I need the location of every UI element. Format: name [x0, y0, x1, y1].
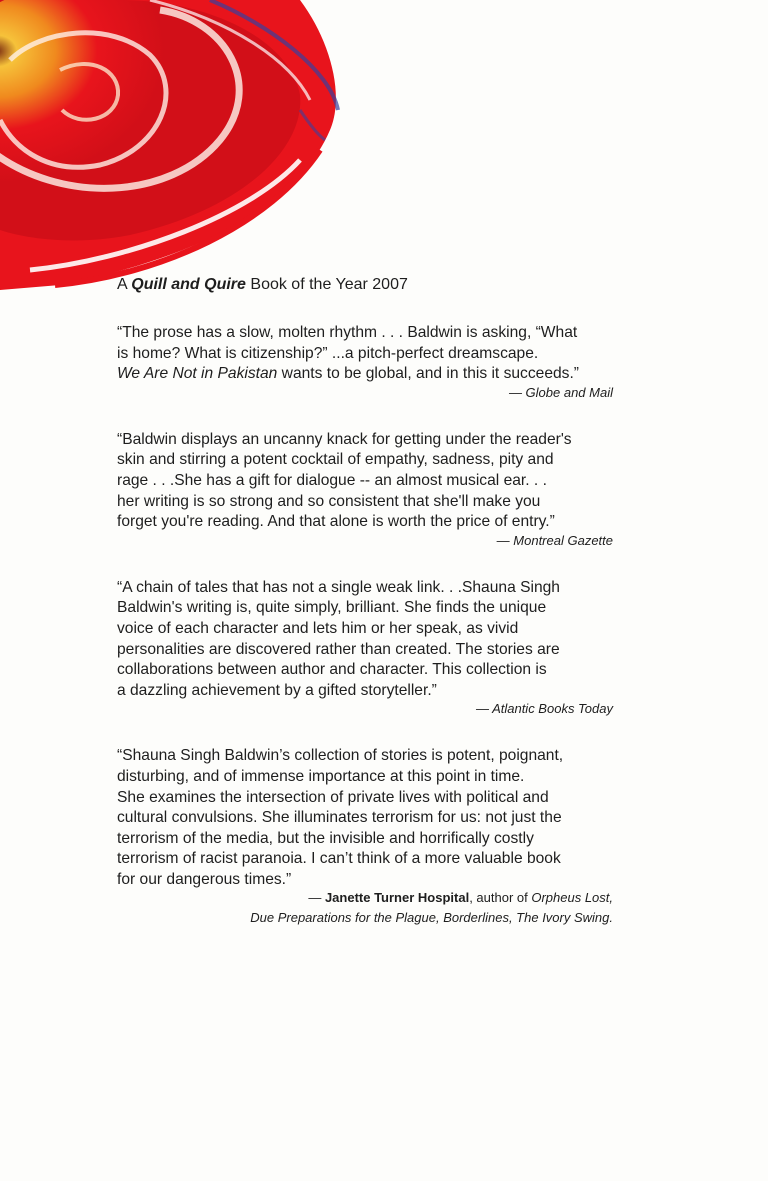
source-mid: , author of — [469, 890, 532, 906]
review-source: — Globe and Mail — [508, 384, 613, 400]
review-source: — Montreal Gazette — [496, 532, 613, 548]
review-line-rest: wants to be global, and in this it succeeds.” — [277, 365, 579, 383]
review-source: — Atlantic Books Today — [475, 701, 613, 717]
review-line: for our dangerous times.” — [117, 870, 292, 888]
award-publication: Quill and Quire — [131, 276, 246, 293]
review-line: Baldwin's writing is, quite simply, brilliant. She finds the unique — [117, 599, 547, 617]
review-line: voice of each character and lets him or her speak, as vivid — [117, 619, 519, 637]
award-prefix: A — [117, 276, 127, 293]
review-line: skin and stirring a potent cocktail of empathy, sadness, pity and — [117, 451, 554, 469]
review-globe-and-mail — [117, 323, 617, 403]
review-line: “Baldwin displays an uncanny knack for getting under the reader's — [117, 430, 572, 448]
review-source — [117, 888, 617, 928]
review-line: “The prose has a slow, molten rhythm . . . Baldwin is asking, “What — [117, 324, 578, 341]
review-montreal-gazette — [117, 430, 617, 551]
review-line: collaborations between author and character. This collection is — [117, 661, 547, 679]
review-line — [117, 364, 617, 385]
review-janette-turner-hospital — [117, 746, 617, 928]
review-line: personalities are discovered rather than created. The stories are — [117, 640, 560, 658]
review-line: a dazzling achievement by a gifted storyteller.” — [117, 681, 437, 699]
review-line: her writing is so strong and so consistent that she'll make you — [117, 492, 541, 510]
review-line: terrorism of the media, but the invisible and horrifically costly — [117, 829, 534, 847]
author-name: Janette Turner Hospital — [324, 890, 470, 906]
review-line: “Shauna Singh Baldwin’s collection of stories is potent, poignant, — [117, 747, 564, 765]
review-atlantic-books-today — [117, 578, 617, 720]
review-line: cultural convulsions. She illuminates terrorism for us: not just the — [117, 809, 562, 827]
review-line: is home? What is citizenship?” ...a pitch-perfect dreamscape. — [117, 344, 539, 362]
review-line: disturbing, and of immense importance at this point in time. — [117, 767, 525, 785]
book-title: Orpheus Lost, — [531, 890, 613, 906]
red-swirl-artwork — [0, 0, 345, 300]
review-line: “A chain of tales that has not a single weak link. . .Shauna Singh — [117, 578, 560, 596]
book-title: We Are Not in Pakistan — [117, 365, 278, 383]
back-cover-text — [117, 274, 617, 955]
review-line: rage . . .She has a gift for dialogue -- an almost musical ear. . . — [117, 471, 547, 489]
source-author — [325, 890, 531, 905]
source-dash: — — [308, 890, 325, 906]
award-line — [117, 274, 617, 296]
review-line: terrorism of racist paranoia. I can’t think of a more valuable book — [117, 850, 561, 868]
review-line: forget you're reading. And that alone is worth the price of entry.” — [117, 513, 555, 531]
award-suffix: Book of the Year 2007 — [250, 276, 408, 293]
review-line: She examines the intersection of private lives with political and — [117, 788, 549, 806]
book-titles: Due Preparations for the Plague, Borderlines, The Ivory Swing. — [250, 910, 613, 926]
